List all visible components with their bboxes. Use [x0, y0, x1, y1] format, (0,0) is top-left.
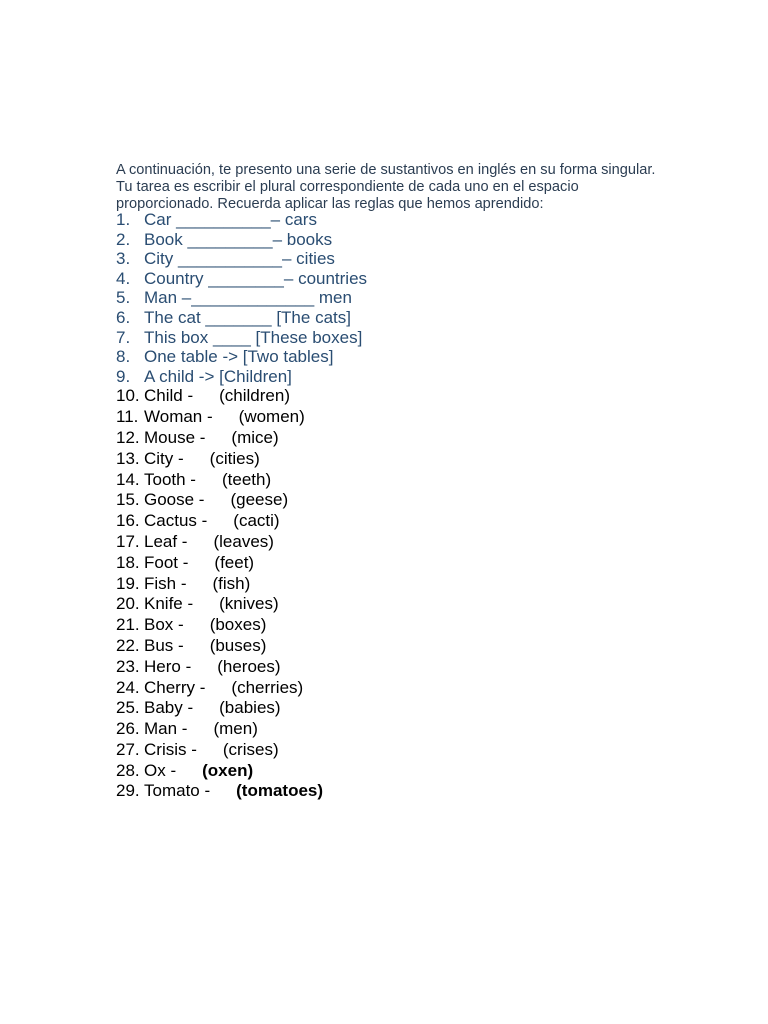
item-answer: (feet) [214, 552, 255, 572]
list-item [116, 615, 367, 636]
item-number: 29. [116, 781, 140, 801]
item-answer: (tomatoes) [236, 781, 324, 801]
item-text: The cat _______ [The cats] [144, 307, 351, 327]
list-item [116, 594, 367, 615]
item-word: Cactus - [144, 511, 208, 531]
list-item [116, 308, 367, 328]
list-item [116, 636, 367, 657]
item-number: 2. [116, 229, 131, 249]
item-answer: (men) [213, 719, 258, 739]
item-number: 16. [116, 511, 140, 531]
item-word: Foot - [144, 552, 189, 572]
item-answer: (geese) [230, 490, 289, 510]
item-number: 6. [116, 307, 131, 327]
item-answer: (cacti) [233, 511, 280, 531]
item-word: Knife - [144, 594, 194, 614]
item-word: Tooth - [144, 469, 196, 489]
item-text: Car __________– cars [144, 210, 317, 229]
item-word: Leaf - [144, 531, 188, 551]
item-word: Child - [144, 386, 194, 406]
list-item [116, 386, 367, 407]
item-answer: (teeth) [221, 469, 272, 489]
list-item [116, 490, 367, 511]
item-number: 15. [116, 490, 140, 510]
list-item [116, 230, 367, 250]
intro-paragraph: A continuación, te presento una serie de sustantivos en inglés en su forma singular. Tu tarea es escribir el plural correspondiente de cada uno en el espacio proporcionado. Recuerda aplicar las reglas que hemos aprendido: [116, 161, 656, 212]
list-item [116, 470, 367, 491]
item-answer: (knives) [219, 594, 279, 614]
item-word: City - [144, 448, 184, 468]
list-item [116, 428, 367, 449]
list-item [116, 740, 367, 761]
item-answer: (babies) [219, 698, 281, 718]
item-word: Woman - [144, 407, 213, 427]
item-answer: (heroes) [217, 656, 281, 676]
item-word: Goose - [144, 490, 205, 510]
item-word: Baby - [144, 698, 194, 718]
item-number: 7. [116, 327, 131, 347]
item-number: 21. [116, 615, 140, 635]
item-number: 25. [116, 698, 140, 718]
list-item [116, 781, 367, 802]
item-text: One table -> [Two tables] [144, 347, 334, 367]
item-answer: (boxes) [209, 615, 267, 635]
list-item [116, 288, 367, 308]
item-word: Crisis - [144, 739, 197, 759]
item-number: 14. [116, 469, 140, 489]
list-item [116, 698, 367, 719]
list-item [116, 328, 367, 348]
item-number: 27. [116, 739, 140, 759]
item-answer: (cherries) [231, 677, 304, 697]
list-item [116, 269, 367, 289]
item-number: 3. [116, 249, 131, 269]
item-number: 18. [116, 552, 140, 572]
item-word: Cherry - [144, 677, 206, 697]
item-answer: (buses) [209, 635, 267, 655]
list-item [116, 657, 367, 678]
list-item [116, 553, 367, 574]
list-item [116, 761, 367, 782]
item-number: 11. [116, 407, 139, 427]
item-text: Book _________– books [144, 229, 333, 249]
item-text: City ___________– cities [144, 249, 335, 269]
item-text: Man –_____________ men [144, 288, 352, 308]
list-item [116, 449, 367, 470]
item-number: 4. [116, 268, 131, 288]
list-item [116, 719, 367, 740]
list-item [116, 347, 367, 367]
item-answer: (mice) [231, 427, 279, 447]
item-answer: (children) [219, 386, 290, 406]
list-item [116, 678, 367, 699]
item-word: Box - [144, 615, 184, 635]
item-word: Bus - [144, 635, 184, 655]
list-item [116, 574, 367, 595]
item-number: 20. [116, 594, 140, 614]
item-number: 1. [116, 210, 131, 229]
item-number: 13. [116, 448, 140, 468]
list-item [116, 532, 367, 553]
item-word: Tomato - [144, 781, 211, 801]
item-word: Man - [144, 719, 188, 739]
item-number: 12. [116, 427, 140, 447]
item-number: 9. [116, 366, 131, 386]
item-answer: (fish) [212, 573, 251, 593]
item-text: This box ____ [These boxes] [144, 327, 363, 347]
item-text: A child -> [Children] [144, 366, 292, 386]
item-word: Fish - [144, 573, 187, 593]
list-item [116, 210, 367, 230]
item-text: Country ________– countries [144, 268, 368, 288]
item-number: 5. [116, 288, 131, 308]
item-number: 24. [116, 677, 140, 697]
item-number: 19. [116, 573, 140, 593]
item-number: 10. [116, 386, 140, 406]
item-answer: (crises) [222, 739, 279, 759]
list-item [116, 511, 367, 532]
list-item [116, 367, 367, 387]
item-word: Hero - [144, 656, 192, 676]
item-number: 22. [116, 635, 140, 655]
item-answer: (leaves) [213, 531, 274, 551]
item-answer: (cities) [209, 448, 260, 468]
item-number: 28. [116, 760, 140, 780]
item-number: 23. [116, 656, 140, 676]
list-item [116, 407, 367, 428]
item-word: Mouse - [144, 427, 206, 447]
item-number: 17. [116, 531, 140, 551]
list-item [116, 249, 367, 269]
item-answer: (women) [238, 407, 305, 427]
noun-list [116, 210, 367, 802]
item-word: Ox - [144, 760, 177, 780]
item-number: 26. [116, 719, 140, 739]
item-number: 8. [116, 347, 131, 367]
item-answer: (oxen) [202, 760, 254, 780]
